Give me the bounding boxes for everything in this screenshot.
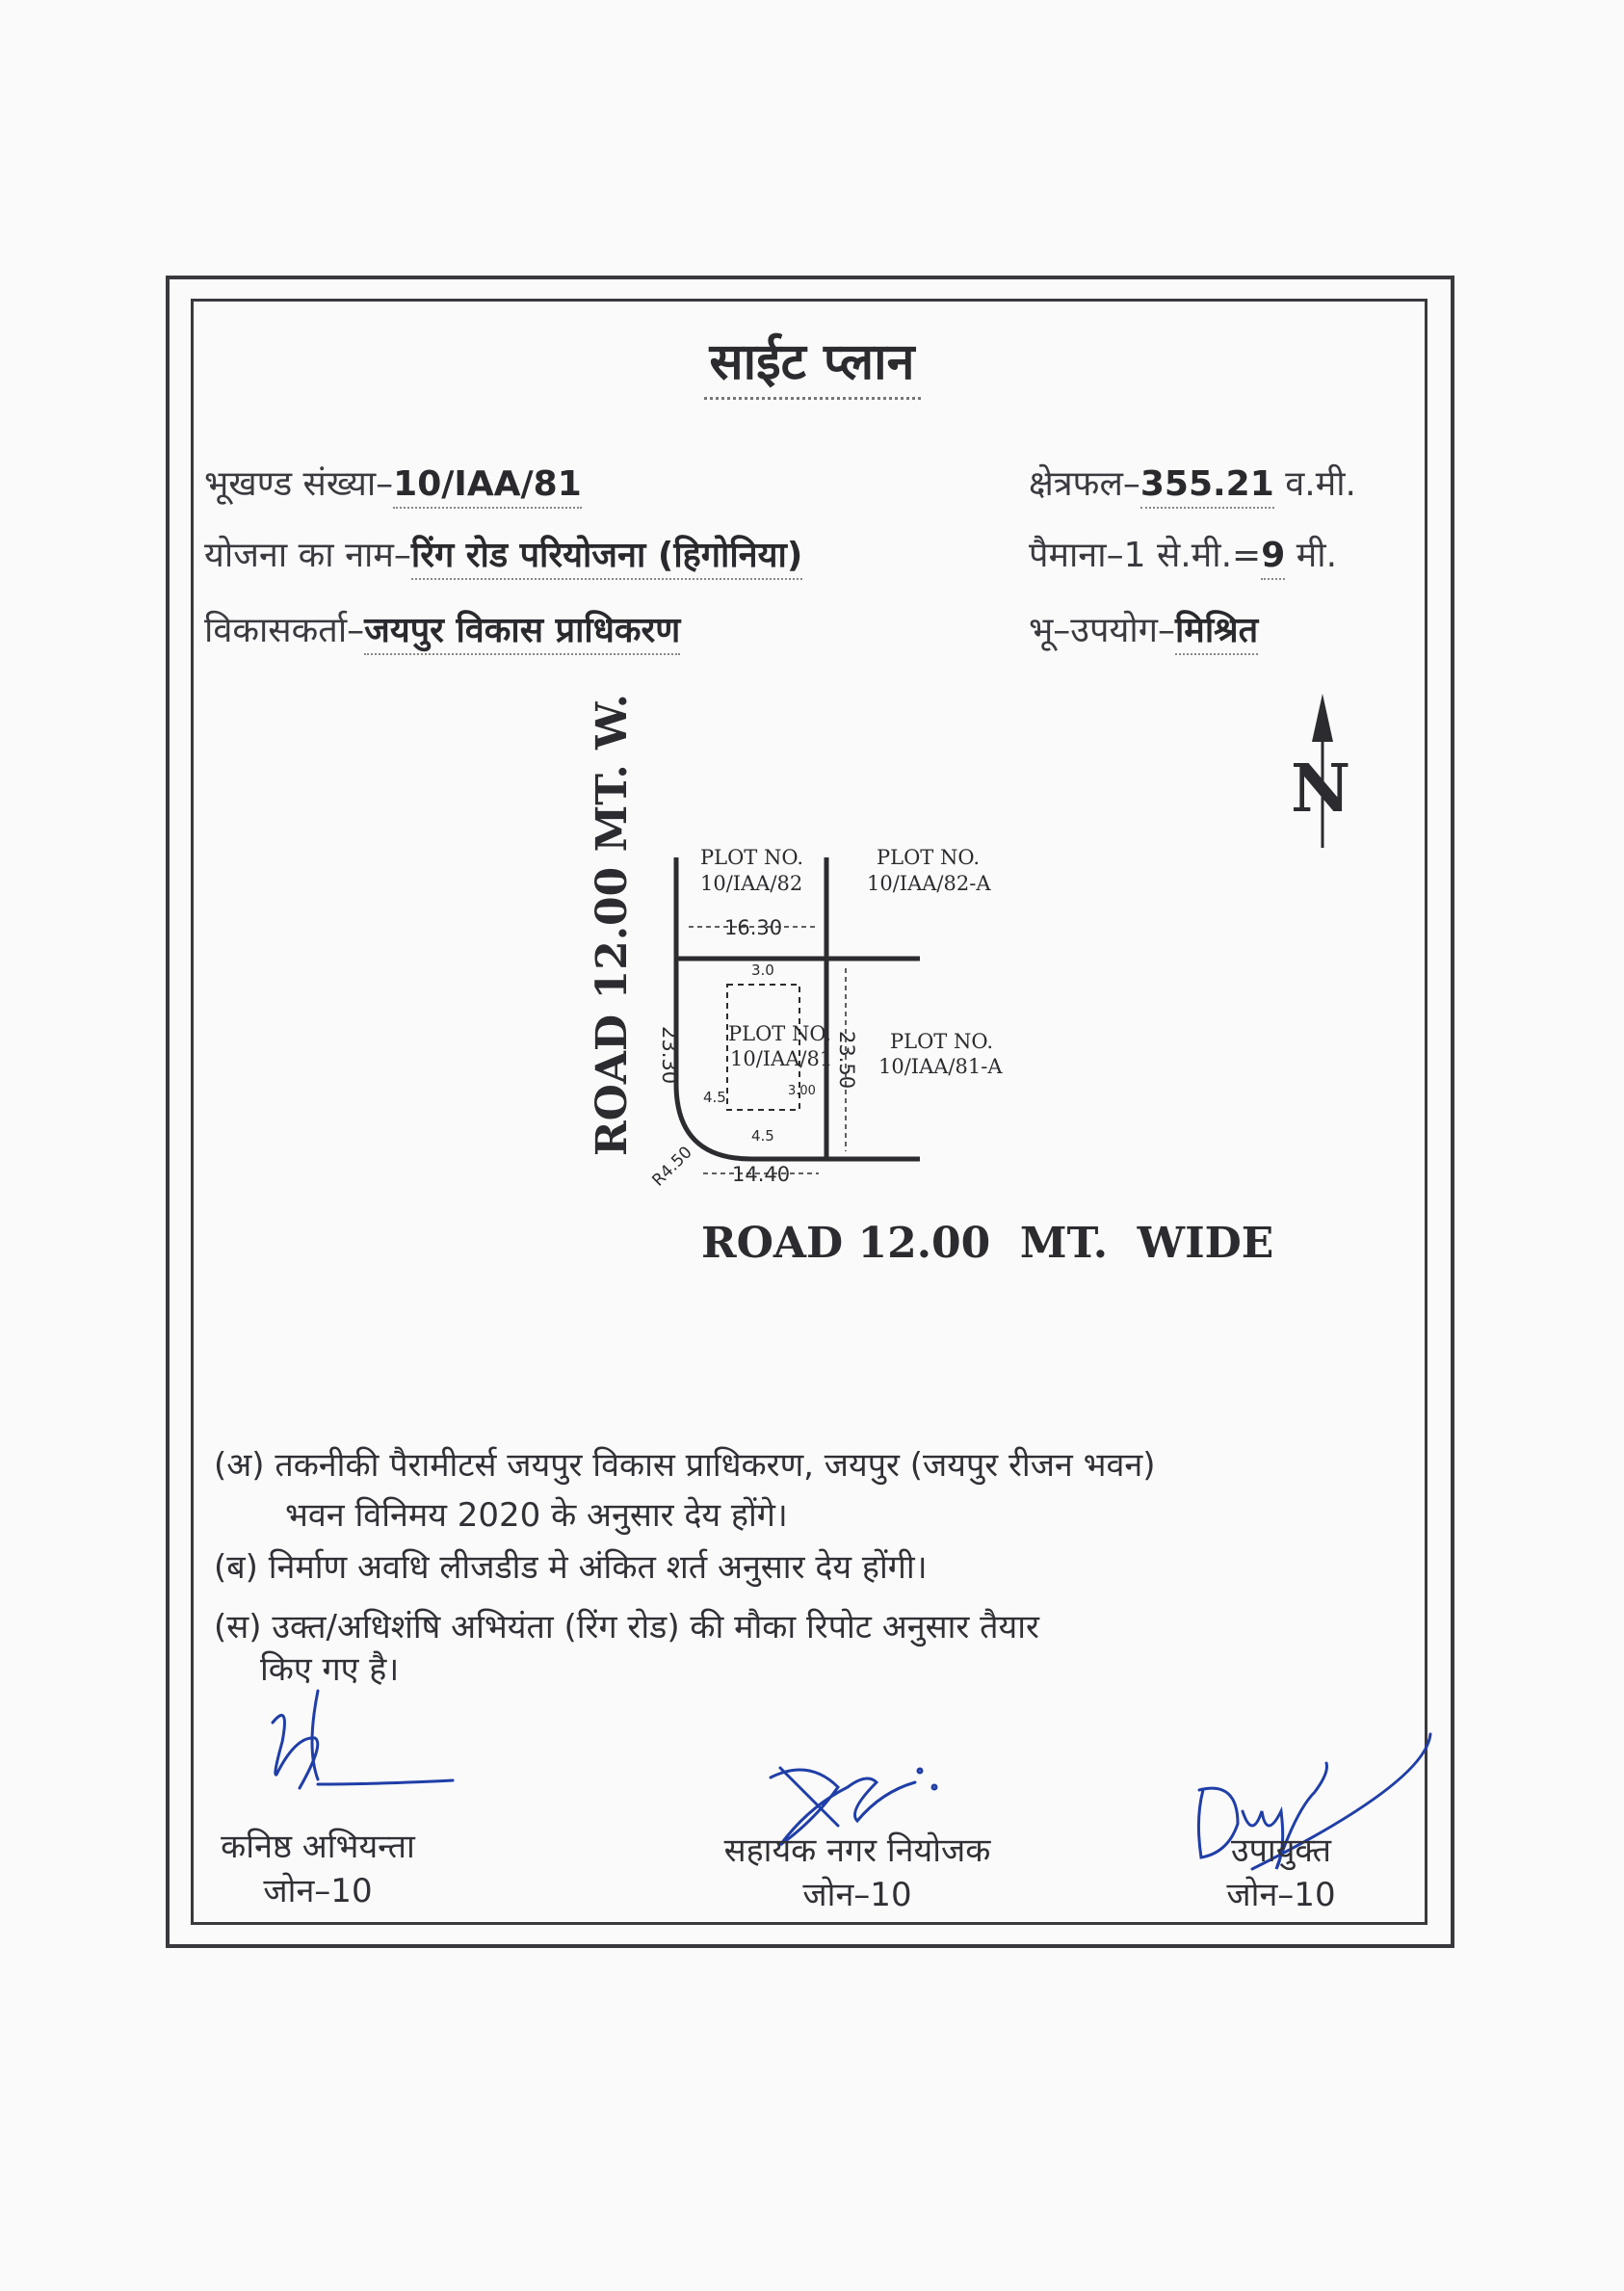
setback-side-right: 3.00 [788, 1084, 816, 1098]
signatory-2-zone: जोन–10 [802, 1876, 912, 1914]
signatory-2-role: सहायक नगर नियोजक [723, 1831, 991, 1870]
note-a-line1: (अ) तकनीकी पैरामीटर्स जयपुर विकास प्राधिकरण, जयपुर (जयपुर रीजन भवन) [214, 1446, 1156, 1485]
plot-82-label-1: PLOT NO. [700, 846, 804, 869]
scale-unit: मी. [1296, 536, 1338, 575]
signatory-1 [183, 1823, 453, 1911]
dim-bottom: 14.40 [732, 1163, 791, 1186]
corner-radius: R4.50 [648, 1143, 696, 1191]
plot-boundary [676, 857, 920, 1159]
plot-82a-label-1: PLOT NO. [877, 846, 981, 869]
scale-value: 9 [1261, 536, 1285, 580]
plot-81-label-2: 10/IAA/81 [730, 1047, 833, 1070]
signatory-3 [1185, 1827, 1377, 1915]
scheme-name-value: रिंग रोड परियोजना (हिगोनिया) [411, 536, 802, 580]
signatory-1-zone: जोन–10 [263, 1872, 373, 1910]
plot-number-label: भूखण्ड संख्या– [204, 464, 394, 504]
setback-side-left: 4.5 [703, 1089, 726, 1106]
developer-value: जयपुर विकास प्राधिकरण [364, 611, 680, 655]
note-b: (ब) निर्माण अवधि लीजडीड मे अंकित शर्त अनुसार देय होंगी। [214, 1548, 928, 1587]
signatory-1-role: कनिष्ठ अभियन्ता [221, 1828, 415, 1866]
dim-right: 23.50 [835, 1031, 858, 1090]
dim-top: 16.30 [724, 916, 783, 939]
plot-82a-label-2: 10/IAA/82-A [867, 872, 991, 895]
note-c-line2: किए गए है। [260, 1650, 400, 1689]
north-label: N [1291, 750, 1351, 828]
plot-number-value: 10/IAA/81 [393, 464, 582, 509]
signature-1-icon [273, 1691, 453, 1788]
scheme-name-label: योजना का नाम– [204, 536, 411, 575]
dim-left: 23.30 [658, 1026, 681, 1085]
north-arrow-icon [1291, 694, 1350, 848]
setback-rear: 4.5 [751, 1127, 774, 1145]
plot-81a-label-1: PLOT NO. [890, 1030, 994, 1053]
area-value: 355.21 [1140, 464, 1274, 509]
signatory-3-role: उपायुक्त [1230, 1831, 1332, 1870]
road-south-label: ROAD 12.00 MT. WIDE [701, 1219, 1274, 1268]
developer-label: विकासकर्ता– [204, 611, 365, 650]
landuse-value: मिश्रित [1175, 611, 1258, 655]
scale-label: पैमाना–1 से.मी.= [1029, 536, 1262, 575]
setback-front: 3.0 [751, 961, 774, 979]
area-label: क्षेत्रफल– [1029, 464, 1140, 504]
landuse-label: भू–उपयोग– [1029, 611, 1175, 650]
plot-81a-label-2: 10/IAA/81-A [878, 1055, 1003, 1078]
title-text: साईट प्लान [704, 333, 921, 400]
road-west-label: ROAD 12.00 MT. W. [588, 694, 637, 1156]
signatory-2 [665, 1827, 1050, 1915]
signatory-3-zone: जोन–10 [1226, 1876, 1336, 1914]
plot-81-label-1: PLOT NO. [728, 1022, 832, 1045]
plot-82-label-2: 10/IAA/82 [700, 872, 803, 895]
note-a-line2: भवन विनिमय 2020 के अनुसार देय होंगे। [285, 1496, 788, 1535]
note-c-line1: (स) उक्त/अधिशंषि अभियंता (रिंग रोड) की मौका रिपोट अनुसार तैयार [214, 1608, 1039, 1646]
area-unit: व.मी. [1285, 464, 1356, 504]
